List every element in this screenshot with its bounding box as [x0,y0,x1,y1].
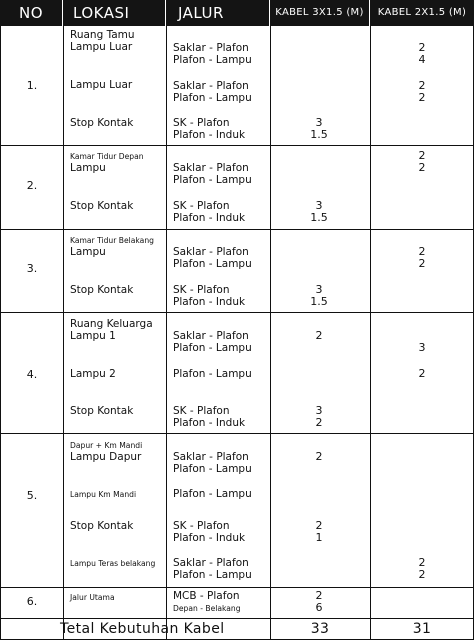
item-label: Stop Kontak [70,117,134,129]
row-number: 4. [26,368,38,381]
item-label: Lampu Luar [70,41,133,53]
kabel-2x15-value: 2 [418,161,426,174]
column-divider [63,26,64,640]
total-kabel-3x15: 33 [310,621,330,637]
jalur-label: Plafon - Lampu [173,258,252,270]
jalur-label: SK - Plafon [173,200,230,212]
kabel-3x15-value: 1 [315,531,323,544]
row-divider [0,587,474,588]
location-label: Kamar Tidur Belakang [70,236,154,245]
kabel-2x15-value: 2 [418,245,426,258]
jalur-label: SK - Plafon [173,284,230,296]
column-divider [166,26,167,640]
jalur-label: Plafon - Lampu [173,92,252,104]
jalur-label: Plafon - Lampu [173,342,252,354]
kabel-3x15-value: 1.5 [310,295,328,308]
row-divider [0,145,474,146]
header-lokasi: LOKASI [63,0,166,26]
kabel-3x15-value: 6 [315,601,323,614]
kabel-2x15-value: 2 [418,556,426,569]
kabel-3x15-value: 3 [315,199,323,212]
kabel-2x15-value: 2 [418,149,426,162]
jalur-label: Depan - Belakang [173,604,241,613]
row-divider [0,312,474,313]
jalur-label: Saklar - Plafon [173,246,249,258]
jalur-label: Plafon - Lampu [173,174,252,186]
kabel-2x15-value: 2 [418,41,426,54]
jalur-label: SK - Plafon [173,405,230,417]
location-label: Ruang Keluarga [70,318,153,330]
row-divider [0,433,474,434]
jalur-label: Plafon - Induk [173,417,246,429]
column-divider [270,26,271,640]
kabel-3x15-value: 1.5 [310,211,328,224]
total-label: Tetal Kebutuhan Kabel [60,621,225,637]
kabel-2x15-value: 2 [418,568,426,581]
item-label: Stop Kontak [70,284,134,296]
item-label: Lampu Teras belakang [70,559,156,568]
kabel-2x15-value: 2 [418,257,426,270]
kabel-3x15-value: 3 [315,116,323,129]
header-jalur: JALUR [166,0,270,26]
kabel-3x15-value: 1.5 [310,128,328,141]
jalur-label: Saklar - Plafon [173,451,249,463]
jalur-label: Plafon - Lampu [173,368,252,380]
kabel-3x15-value: 3 [315,404,323,417]
jalur-label: Plafon - Lampu [173,569,252,581]
item-label: Lampu Km Mandi [70,490,137,499]
kabel-2x15-value: 2 [418,91,426,104]
jalur-label: SK - Plafon [173,520,230,532]
row-number: 2. [26,179,38,192]
row-divider [0,229,474,230]
kabel-3x15-value: 2 [315,329,323,342]
kabel-3x15-value: 2 [315,589,323,602]
jalur-label: Plafon - Induk [173,212,246,224]
total-kabel-2x15: 31 [412,621,432,637]
item-label: Jalur Utama [70,593,115,602]
header-no: NO [0,0,63,26]
jalur-label: Plafon - Lampu [173,54,252,66]
jalur-label: Saklar - Plafon [173,557,249,569]
item-label: Lampu 2 [70,368,116,380]
row-number: 3. [26,262,38,275]
item-label: Lampu [70,162,106,174]
jalur-label: MCB - Plafon [173,590,240,602]
kabel-2x15-value: 4 [418,53,426,66]
row-number: 5. [26,489,38,502]
location-label: Kamar Tidur Depan [70,152,144,161]
kabel-3x15-value: 3 [315,283,323,296]
kabel-2x15-value: 2 [418,367,426,380]
header-kabel-2x15: KABEL 2X1.5 (M) [377,7,467,18]
jalur-label: Saklar - Plafon [173,162,249,174]
location-label: Ruang Tamu [70,29,135,41]
jalur-label: Plafon - Lampu [173,488,252,500]
kabel-3x15-value: 2 [315,416,323,429]
item-label: Lampu [70,246,106,258]
kabel-2x15-value: 2 [418,79,426,92]
jalur-label: Plafon - Induk [173,532,246,544]
item-label: Stop Kontak [70,520,134,532]
location-label: Dapur + Km Mandi [70,441,143,450]
kabel-2x15-value: 3 [418,341,426,354]
item-label: Lampu Dapur [70,451,142,463]
jalur-label: Saklar - Plafon [173,330,249,342]
column-divider [370,26,371,640]
item-label: Stop Kontak [70,405,134,417]
kabel-3x15-value: 2 [315,519,323,532]
jalur-label: Plafon - Induk [173,129,246,141]
item-label: Lampu Luar [70,79,133,91]
row-number: 1. [26,79,38,92]
jalur-label: SK - Plafon [173,117,230,129]
jalur-label: Plafon - Lampu [173,463,252,475]
item-label: Lampu 1 [70,330,116,342]
jalur-label: Plafon - Induk [173,296,246,308]
row-number: 6. [26,595,38,608]
table-header [0,0,474,26]
jalur-label: Saklar - Plafon [173,80,249,92]
item-label: Stop Kontak [70,200,134,212]
kabel-3x15-value: 2 [315,450,323,463]
jalur-label: Saklar - Plafon [173,42,249,54]
header-kabel-3x15: KABEL 3X1.5 (M) [270,0,370,26]
